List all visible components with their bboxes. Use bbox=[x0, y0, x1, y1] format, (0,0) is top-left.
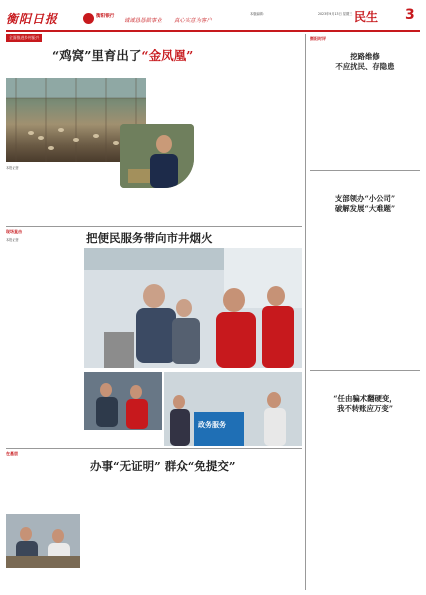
article3-body-col2 bbox=[84, 476, 154, 588]
left-photo-art bbox=[84, 372, 162, 430]
commentary-title-a: 挖路维修 bbox=[350, 52, 380, 61]
article3-body-col4 bbox=[232, 476, 302, 588]
commentary-title-b: 不应扰民、存隐患 bbox=[335, 61, 395, 71]
sidebar-commentary-body bbox=[310, 74, 420, 166]
article1-body-col3 bbox=[148, 76, 224, 224]
article2-photo-main bbox=[84, 248, 302, 368]
article1-body-col2 bbox=[76, 190, 146, 224]
banner-slogan-b: 真心实意为客户 bbox=[174, 18, 212, 24]
masthead bbox=[0, 0, 426, 40]
bank-logo-icon bbox=[83, 13, 94, 24]
article3-body-col1 bbox=[6, 462, 80, 512]
article2-tag: 现场直击 bbox=[6, 229, 22, 234]
article2-photo-left bbox=[84, 372, 162, 430]
article3-body-col3 bbox=[158, 476, 228, 588]
newspaper-logo: 衡阳日报 bbox=[6, 12, 59, 26]
banner-slogan-a: 诚诚恳恳做事业 bbox=[124, 18, 162, 24]
article1-body-col1 bbox=[6, 174, 72, 224]
article2-divider bbox=[6, 448, 302, 449]
article2-byline-a: 本报记者 bbox=[6, 238, 19, 242]
sidebar-story2-body bbox=[310, 218, 420, 366]
sidebar-rule-2 bbox=[310, 370, 420, 371]
article1-divider bbox=[6, 226, 302, 227]
article1-byline: 本报记者 bbox=[6, 166, 19, 170]
article2-body-col1 bbox=[6, 252, 80, 380]
sidebar-story2-title bbox=[310, 194, 420, 213]
article3-photo bbox=[6, 514, 80, 568]
issue-date: 2023年9月13日 星期三 bbox=[318, 12, 353, 16]
article1-title-b: “金凤凰” bbox=[141, 48, 194, 63]
story3-title-a: “任由骗术翻硬变， bbox=[333, 394, 397, 403]
editor-info: 本版编辑： bbox=[250, 12, 266, 16]
page-number: 3 bbox=[405, 7, 415, 23]
article1-title bbox=[52, 46, 193, 64]
article1-body-col4 bbox=[228, 76, 302, 224]
service-photo-art bbox=[84, 248, 302, 368]
article2-photo-right bbox=[164, 372, 302, 446]
article2-body-col2 bbox=[6, 382, 80, 426]
article3-tag: 在基层 bbox=[6, 451, 18, 456]
service-sign: 政务服务 bbox=[198, 421, 226, 429]
sidebar-commentary-kicker: 衡阳时评 bbox=[310, 36, 326, 41]
banner-brand: 衡阳银行 bbox=[96, 14, 115, 19]
right-photo-art bbox=[164, 372, 302, 446]
article2-title: 把便民服务带向市井烟火 bbox=[86, 231, 213, 245]
masthead-rule bbox=[6, 30, 420, 32]
sidebar-rule-1 bbox=[310, 170, 420, 171]
section-title: 民生 bbox=[354, 10, 379, 24]
column-tag: 全面推进乡村振兴 bbox=[6, 34, 42, 42]
story2-title-b: 破解发展“大难题” bbox=[334, 203, 396, 213]
story2-title-a: 支部领办“小公司” bbox=[334, 194, 396, 203]
sidebar-divider bbox=[305, 34, 306, 590]
article3-title: 办事“无证明” 群众“免提交” bbox=[90, 459, 236, 473]
sidebar-commentary-title bbox=[310, 52, 420, 71]
sidebar-story3-body bbox=[310, 418, 420, 588]
sidebar-story3-title bbox=[310, 394, 420, 413]
story3-title-b: 我不转账应万变” bbox=[337, 403, 393, 413]
article1-title-a: “鸡窝”里育出了 bbox=[52, 48, 142, 63]
article3-photo-art bbox=[6, 514, 80, 568]
